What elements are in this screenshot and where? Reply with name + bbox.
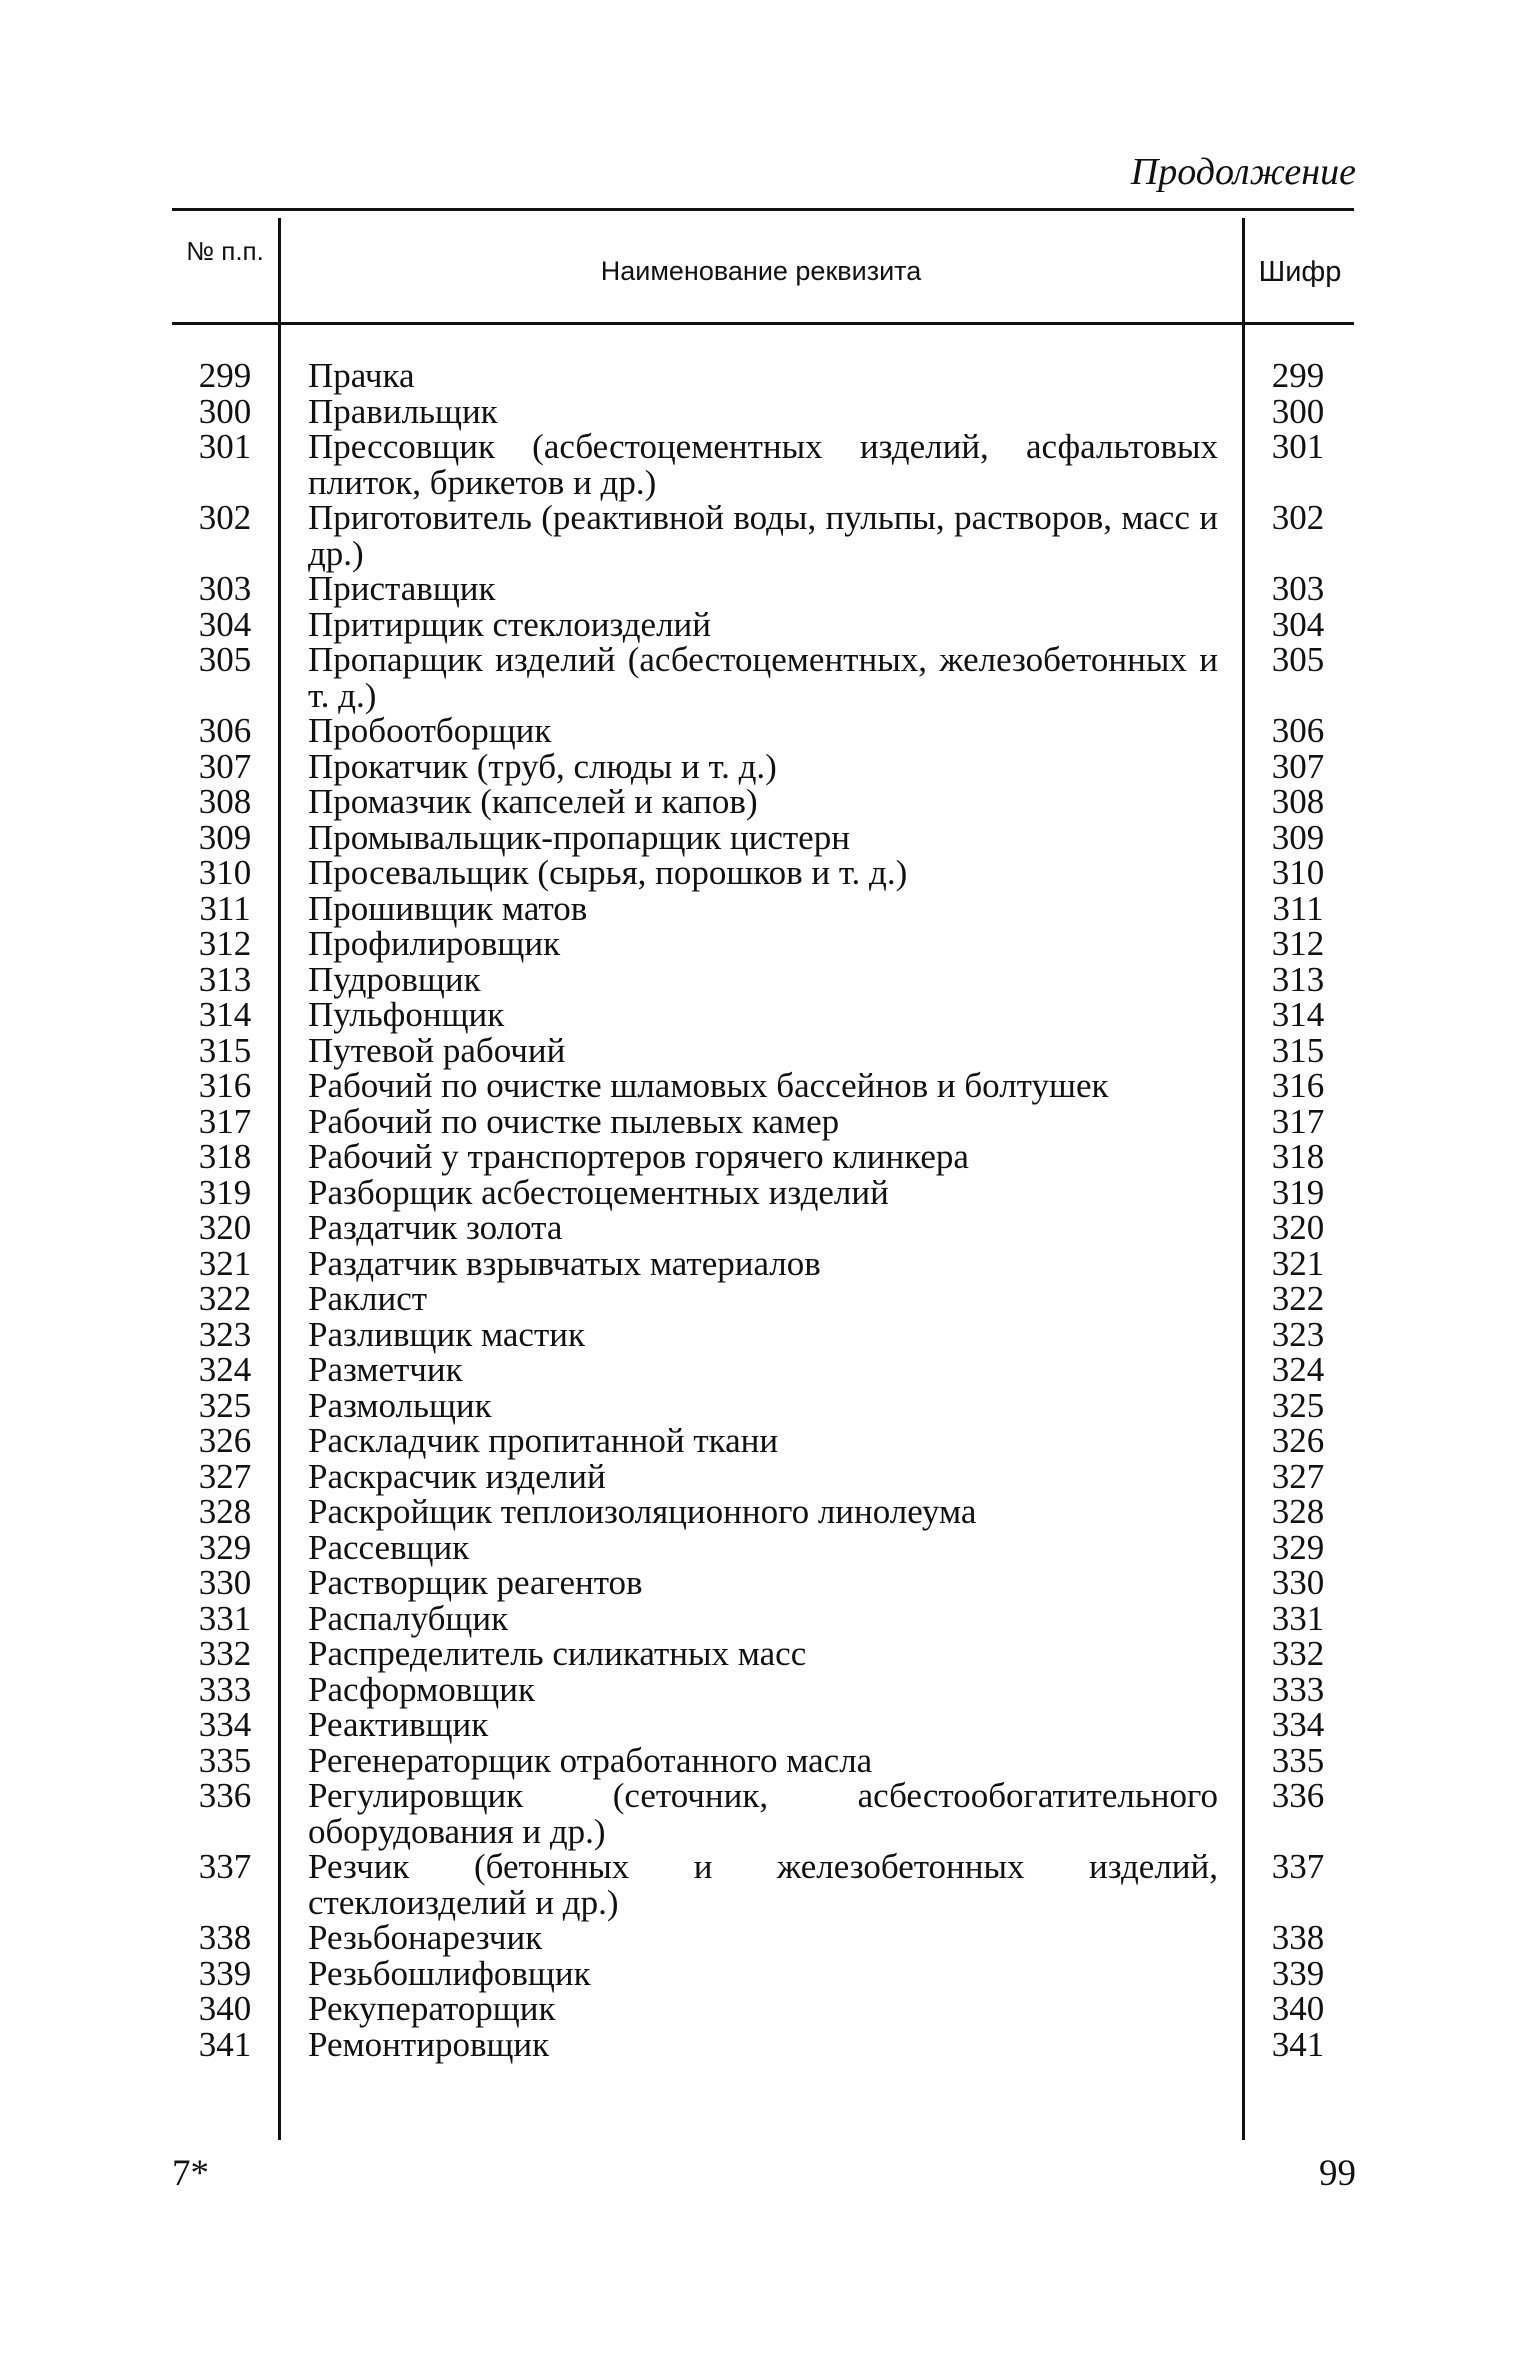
row-name: Регенераторщик отработанного масла [308, 1740, 873, 1780]
row-number: 313 [198, 959, 252, 999]
row-name: Путевой рабочий [308, 1030, 566, 1070]
row-name: Разливщик мастик [308, 1314, 585, 1354]
column-header-code: Шифр [1258, 256, 1342, 288]
row-code: 315 [1271, 1030, 1325, 1070]
table-row [172, 391, 1354, 431]
row-number: 323 [198, 1314, 252, 1354]
row-name: Раклист [308, 1279, 428, 1318]
row-number: 321 [198, 1243, 252, 1283]
row-code: 337 [1271, 1847, 1325, 1886]
row-name: Резьбонарезчик [308, 1918, 543, 1957]
table-row [172, 1210, 1354, 1246]
row-name: Прокатчик (труб, слюды и т. д.) [308, 746, 777, 786]
row-code: 304 [1271, 604, 1325, 644]
row-code: 305 [1271, 640, 1325, 679]
row-code: 333 [1271, 1669, 1325, 1709]
table-row [172, 1953, 1354, 1993]
table-row [172, 1707, 1354, 1743]
table-row [172, 1849, 1354, 1920]
table-row [172, 1740, 1354, 1780]
row-code: 336 [1271, 1776, 1325, 1815]
row-code: 341 [1271, 2024, 1325, 2064]
row-code: 308 [1271, 782, 1325, 821]
table-row [172, 746, 1354, 786]
row-number: 315 [198, 1030, 252, 1070]
row-number: 302 [198, 498, 252, 537]
row-name: Распалубщик [308, 1598, 509, 1638]
row-name: Ремонтировщик [308, 2024, 550, 2064]
row-number: 312 [198, 924, 252, 963]
row-code: 300 [1271, 391, 1325, 431]
table-row [172, 429, 1354, 500]
row-name: Рассевщик [308, 1527, 470, 1567]
table-row [172, 888, 1354, 928]
row-name: Размольщик [308, 1385, 492, 1425]
row-code: 303 [1271, 569, 1325, 608]
row-code: 313 [1271, 959, 1325, 999]
row-code: 327 [1271, 1456, 1325, 1496]
row-code: 325 [1271, 1385, 1325, 1425]
row-name: Притирщик стеклоизделий [308, 604, 711, 644]
row-code: 323 [1271, 1314, 1325, 1354]
row-name: Приставщик [308, 569, 496, 608]
row-number: 311 [199, 888, 251, 928]
table-header-rule [172, 322, 1354, 325]
row-code: 311 [1272, 888, 1324, 928]
row-name: Раздатчик взрывчатых материалов [308, 1243, 821, 1283]
row-code: 317 [1271, 1101, 1325, 1141]
table-row [172, 959, 1354, 999]
table-top-rule [172, 208, 1354, 211]
row-code: 302 [1271, 498, 1325, 537]
row-number: 336 [198, 1776, 252, 1815]
table-row [172, 855, 1354, 891]
row-name: Правильщик [308, 391, 498, 431]
row-code: 309 [1271, 817, 1325, 857]
table-row [172, 997, 1354, 1033]
row-name: Промазчик (капселей и капов) [308, 782, 758, 821]
table-row [172, 1243, 1354, 1283]
table-row [172, 642, 1354, 713]
table-row [172, 926, 1354, 962]
row-name: Пудровщик [308, 959, 481, 999]
row-number: 317 [198, 1101, 252, 1141]
row-number: 316 [198, 1066, 252, 1105]
row-code: 319 [1271, 1172, 1325, 1212]
table-row [172, 1030, 1354, 1070]
row-code: 329 [1271, 1527, 1325, 1567]
row-name: Промывальщик-пропарщик цистерн [308, 817, 850, 857]
row-number: 308 [198, 782, 252, 821]
row-name: Раскладчик пропитанной ткани [308, 1421, 779, 1460]
row-number: 324 [198, 1350, 252, 1389]
row-number: 319 [198, 1172, 252, 1212]
table-row [172, 1991, 1354, 2027]
row-code: 330 [1271, 1563, 1325, 1602]
row-code: 332 [1271, 1634, 1325, 1673]
table-row [172, 1636, 1354, 1672]
row-number: 299 [198, 356, 252, 395]
row-code: 324 [1271, 1350, 1325, 1389]
row-number: 320 [198, 1208, 252, 1247]
row-number: 339 [198, 1953, 252, 1993]
row-code: 306 [1271, 711, 1325, 750]
table-row [172, 604, 1354, 644]
row-number: 303 [198, 569, 252, 608]
table-row [172, 713, 1354, 749]
table-row [172, 571, 1354, 607]
row-number: 338 [198, 1918, 252, 1957]
row-code: 299 [1271, 356, 1325, 395]
row-number: 314 [198, 995, 252, 1034]
row-code: 301 [1271, 427, 1325, 466]
table-row [172, 1385, 1354, 1425]
row-number: 307 [198, 746, 252, 786]
table-row [172, 1920, 1354, 1956]
row-name: Приготовитель (реактивной воды, пульпы, растворов, масс и др.) [308, 498, 1218, 573]
row-code: 307 [1271, 746, 1325, 786]
row-number: 330 [198, 1563, 252, 1602]
table-row [172, 1281, 1354, 1317]
row-name: Пульфонщик [308, 995, 505, 1034]
row-number: 325 [198, 1385, 252, 1425]
row-number: 327 [198, 1456, 252, 1496]
table-row [172, 1172, 1354, 1212]
continuation-label: Продолжение [1130, 151, 1356, 193]
table-row [172, 1314, 1354, 1354]
row-number: 306 [198, 711, 252, 750]
table-row [172, 358, 1354, 394]
row-name: Раскрасчик изделий [308, 1456, 606, 1496]
table-row [172, 1352, 1354, 1388]
row-number: 333 [198, 1669, 252, 1709]
row-name: Просевальщик (сырья, порошков и т. д.) [308, 853, 908, 892]
table-row [172, 500, 1354, 571]
row-number: 335 [198, 1740, 252, 1780]
row-number: 341 [198, 2024, 252, 2064]
row-name: Разметчик [308, 1350, 463, 1389]
row-number: 305 [198, 640, 252, 679]
table-row [172, 784, 1354, 820]
page-number: 99 [1319, 2153, 1356, 2194]
table-row [172, 1101, 1354, 1141]
printer-signature: 7* [172, 2153, 209, 2194]
row-number: 340 [198, 1989, 252, 2028]
table-row [172, 1527, 1354, 1567]
table-row [172, 2024, 1354, 2064]
table-row [172, 1778, 1354, 1849]
row-number: 301 [198, 427, 252, 466]
row-code: 335 [1271, 1740, 1325, 1780]
table-body [172, 358, 1354, 2062]
table-row [172, 1494, 1354, 1530]
table-row [172, 1669, 1354, 1709]
row-code: 322 [1271, 1279, 1325, 1318]
row-name: Прессовщик (асбестоцементных изделий, асфальтовых плиток, брикетов и др.) [308, 427, 1218, 502]
row-name: Рабочий по очистке пылевых камер [308, 1101, 840, 1141]
row-code: 314 [1271, 995, 1325, 1034]
row-name: Разборщик асбестоцементных изделий [308, 1172, 889, 1212]
table-row [172, 1598, 1354, 1638]
row-code: 338 [1271, 1918, 1325, 1957]
row-number: 304 [198, 604, 252, 644]
column-header-number: № п.п. [186, 236, 264, 266]
row-code: 316 [1271, 1066, 1325, 1105]
column-header-name: Наименование реквизита [600, 256, 922, 286]
row-number: 328 [198, 1492, 252, 1531]
row-name: Прачка [308, 356, 415, 395]
row-name: Пробоотборщик [308, 711, 552, 750]
row-code: 320 [1271, 1208, 1325, 1247]
row-name: Резьбошлифовщик [308, 1953, 591, 1993]
row-code: 328 [1271, 1492, 1325, 1531]
row-number: 331 [198, 1598, 252, 1638]
row-number: 318 [198, 1137, 252, 1176]
row-code: 334 [1271, 1705, 1325, 1744]
row-number: 300 [198, 391, 252, 431]
table-row [172, 1565, 1354, 1601]
row-number: 334 [198, 1705, 252, 1744]
row-code: 340 [1271, 1989, 1325, 2028]
row-number: 322 [198, 1279, 252, 1318]
table-row [172, 817, 1354, 857]
row-name: Пропарщик изделий (асбестоцементных, железобетонных и т. д.) [308, 640, 1218, 715]
row-code: 321 [1271, 1243, 1325, 1283]
row-code: 318 [1271, 1137, 1325, 1176]
row-name: Рабочий по очистке шламовых бассейнов и болтушек [308, 1066, 1109, 1105]
row-name: Регулировщик (сеточник, асбестообогатительного оборудования и др.) [308, 1776, 1218, 1851]
row-code: 339 [1271, 1953, 1325, 1993]
table-row [172, 1139, 1354, 1175]
row-code: 312 [1271, 924, 1325, 963]
row-code: 326 [1271, 1421, 1325, 1460]
row-name: Растворщик реагентов [308, 1563, 643, 1602]
row-name: Раздатчик золота [308, 1208, 563, 1247]
row-name: Распределитель силикатных масс [308, 1634, 807, 1673]
row-number: 310 [198, 853, 252, 892]
row-name: Расформовщик [308, 1669, 535, 1709]
table-row [172, 1456, 1354, 1496]
row-name: Рекуператорщик [308, 1989, 556, 2028]
row-name: Профилировщик [308, 924, 561, 963]
row-name: Реактивщик [308, 1705, 489, 1744]
row-name: Рабочий у транспортеров горячего клинкера [308, 1137, 969, 1176]
table-row [172, 1068, 1354, 1104]
row-code: 310 [1271, 853, 1325, 892]
row-number: 332 [198, 1634, 252, 1673]
row-name: Прошивщик матов [308, 888, 588, 928]
row-number: 309 [198, 817, 252, 857]
row-name: Раскройщик теплоизоляционного линолеума [308, 1492, 977, 1531]
row-number: 329 [198, 1527, 252, 1567]
row-number: 326 [198, 1421, 252, 1460]
table-row [172, 1423, 1354, 1459]
row-code: 331 [1271, 1598, 1325, 1638]
row-name: Резчик (бетонных и железобетонных изделий, стеклоизделий и др.) [308, 1847, 1218, 1922]
row-number: 337 [198, 1847, 252, 1886]
